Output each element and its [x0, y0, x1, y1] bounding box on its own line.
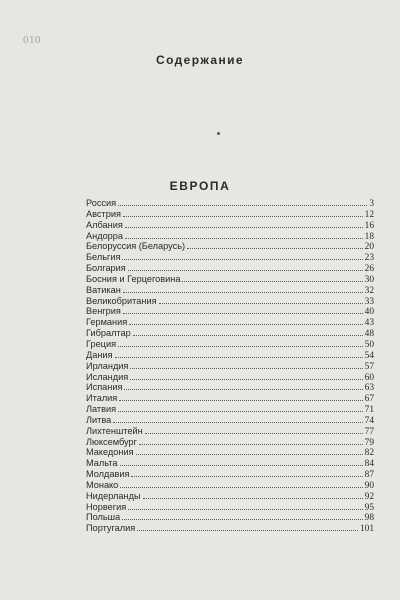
toc-dot-leader: [115, 357, 363, 358]
toc-dot-leader: [122, 259, 362, 260]
toc-entry-name: Венгрия: [86, 306, 121, 317]
toc-entry[interactable]: [86, 339, 374, 350]
toc-entry[interactable]: [86, 306, 374, 317]
toc-entry[interactable]: [86, 447, 374, 458]
toc-entry-name: Дания: [86, 349, 113, 360]
toc-entry-page: 23: [364, 253, 374, 264]
toc-entry-name: Болгария: [86, 263, 126, 274]
toc-entry-page: 50: [364, 339, 374, 350]
toc-dot-leader: [120, 465, 363, 466]
toc-entry[interactable]: [86, 523, 374, 534]
table-of-contents: [86, 198, 374, 534]
section-heading: ЕВРОПА: [169, 179, 231, 193]
toc-dot-leader: [159, 303, 363, 304]
toc-dot-leader: [125, 227, 363, 228]
toc-entry-page: 71: [364, 405, 374, 416]
toc-entry-name: Белоруссия (Беларусь): [86, 241, 186, 252]
toc-dot-leader: [182, 281, 362, 282]
toc-entry-name: Босния и Герцеговина: [86, 273, 181, 284]
toc-entry[interactable]: [86, 393, 374, 404]
toc-entry-name: Ирландия: [86, 360, 129, 371]
toc-entry-page: 77: [364, 426, 374, 437]
toc-entry[interactable]: [86, 274, 374, 285]
toc-entry-page: 82: [364, 448, 374, 459]
toc-entry-page: 3: [369, 199, 374, 209]
toc-entry-page: 60: [364, 372, 374, 383]
toc-entry[interactable]: [86, 404, 374, 415]
toc-entry-page: 18: [364, 231, 374, 242]
toc-entry-page: 26: [364, 264, 374, 275]
toc-entry-name: Молдавия: [86, 469, 130, 480]
toc-dot-leader: [113, 422, 362, 423]
toc-entry-page: 32: [364, 285, 374, 296]
toc-entry[interactable]: [86, 231, 374, 242]
toc-entry-name: Бельгия: [86, 252, 121, 263]
toc-dot-leader: [118, 411, 362, 412]
toc-dot-leader: [139, 444, 363, 445]
toc-entry[interactable]: [86, 198, 374, 209]
toc-entry-name: Лихтенштейн: [86, 425, 143, 436]
toc-entry-page: 63: [364, 383, 374, 394]
toc-entry-page: 33: [364, 296, 374, 307]
toc-entry[interactable]: [86, 480, 374, 491]
toc-entry[interactable]: [86, 361, 374, 372]
toc-dot-leader: [131, 476, 362, 477]
toc-entry-name: Ватикан: [86, 284, 121, 295]
toc-dot-leader: [123, 292, 363, 293]
toc-entry[interactable]: [86, 209, 374, 220]
toc-entry-page: 74: [364, 415, 374, 426]
toc-entry[interactable]: [86, 426, 374, 437]
toc-dot-leader: [137, 530, 358, 531]
toc-entry-name: Македония: [86, 447, 134, 458]
toc-dot-leader: [125, 238, 363, 239]
toc-entry-page: 101: [359, 524, 374, 535]
toc-dot-leader: [128, 270, 363, 271]
toc-entry[interactable]: [86, 252, 374, 263]
print-speck: [217, 132, 220, 135]
toc-entry-name: Монако: [86, 479, 119, 490]
toc-dot-leader: [124, 389, 362, 390]
toc-dot-leader: [118, 346, 363, 347]
toc-dot-leader: [133, 335, 363, 336]
toc-dot-leader: [145, 433, 363, 434]
toc-entry-name: Мальта: [86, 458, 118, 469]
toc-entry-name: Латвия: [86, 404, 117, 415]
toc-entry-name: Албания: [86, 219, 123, 230]
toc-dot-leader: [130, 379, 362, 380]
toc-entry[interactable]: [86, 317, 374, 328]
toc-entry[interactable]: [86, 382, 374, 393]
toc-dot-leader: [187, 248, 363, 249]
toc-entry-page: 16: [364, 220, 374, 231]
toc-entry-name: Греция: [86, 338, 117, 349]
toc-entry-name: Исландия: [86, 371, 129, 382]
toc-dot-leader: [118, 205, 367, 206]
toc-entry-name: Германия: [86, 317, 128, 328]
toc-entry[interactable]: [86, 502, 374, 513]
toc-entry-name: Андорра: [86, 230, 124, 241]
toc-entry-page: 30: [364, 274, 374, 285]
toc-dot-leader: [128, 509, 362, 510]
toc-entry-page: 12: [364, 209, 374, 220]
toc-entry-page: 43: [364, 318, 374, 329]
toc-entry-page: 48: [364, 329, 374, 340]
toc-entry[interactable]: [86, 512, 374, 523]
toc-entry-page: 98: [364, 513, 374, 524]
toc-entry[interactable]: [86, 372, 374, 383]
page-number: 010: [23, 34, 41, 46]
toc-entry[interactable]: [86, 469, 374, 480]
toc-dot-leader: [123, 216, 363, 217]
toc-entry[interactable]: [86, 350, 374, 361]
toc-entry-page: 90: [364, 480, 374, 491]
toc-dot-leader: [120, 487, 362, 488]
toc-dot-leader: [119, 400, 362, 401]
toc-entry-page: 87: [364, 470, 374, 481]
toc-entry[interactable]: [86, 415, 374, 426]
toc-entry[interactable]: [86, 328, 374, 339]
toc-entry-page: 54: [364, 350, 374, 361]
toc-entry-page: 84: [364, 459, 374, 470]
toc-entry-page: 57: [364, 361, 374, 372]
toc-entry[interactable]: [86, 491, 374, 502]
toc-entry-name: Португалия: [86, 523, 136, 534]
toc-dot-leader: [136, 454, 363, 455]
toc-entry[interactable]: [86, 220, 374, 231]
toc-entry-name: Гибралтар: [86, 328, 131, 339]
toc-dot-leader: [130, 368, 362, 369]
toc-entry-name: Италия: [86, 393, 118, 404]
toc-dot-leader: [123, 313, 363, 314]
toc-entry-name: Нидерланды: [86, 490, 141, 501]
toc-dot-leader: [143, 498, 363, 499]
toc-entry-name: Люксембург: [86, 436, 137, 447]
toc-entry-name: Австрия: [86, 208, 121, 219]
toc-entry-page: 20: [364, 242, 374, 253]
toc-dot-leader: [122, 519, 362, 520]
page-title: Содержание: [156, 53, 244, 67]
toc-entry-page: 67: [364, 394, 374, 405]
toc-entry-name: Россия: [86, 198, 117, 208]
toc-entry-name: Испания: [86, 382, 123, 393]
toc-entry-page: 95: [364, 502, 374, 513]
toc-entry[interactable]: [86, 241, 374, 252]
toc-entry-name: Литва: [86, 414, 112, 425]
toc-entry-name: Норвегия: [86, 501, 127, 512]
toc-entry[interactable]: [86, 458, 374, 469]
toc-entry[interactable]: [86, 263, 374, 274]
toc-entry-name: Польша: [86, 512, 121, 523]
toc-entry[interactable]: [86, 296, 374, 307]
toc-entry-page: 79: [364, 437, 374, 448]
toc-entry[interactable]: [86, 437, 374, 448]
toc-entry-page: 40: [364, 307, 374, 318]
toc-entry[interactable]: [86, 285, 374, 296]
toc-entry-name: Великобритания: [86, 295, 157, 306]
toc-entry-page: 92: [364, 491, 374, 502]
toc-dot-leader: [129, 324, 362, 325]
